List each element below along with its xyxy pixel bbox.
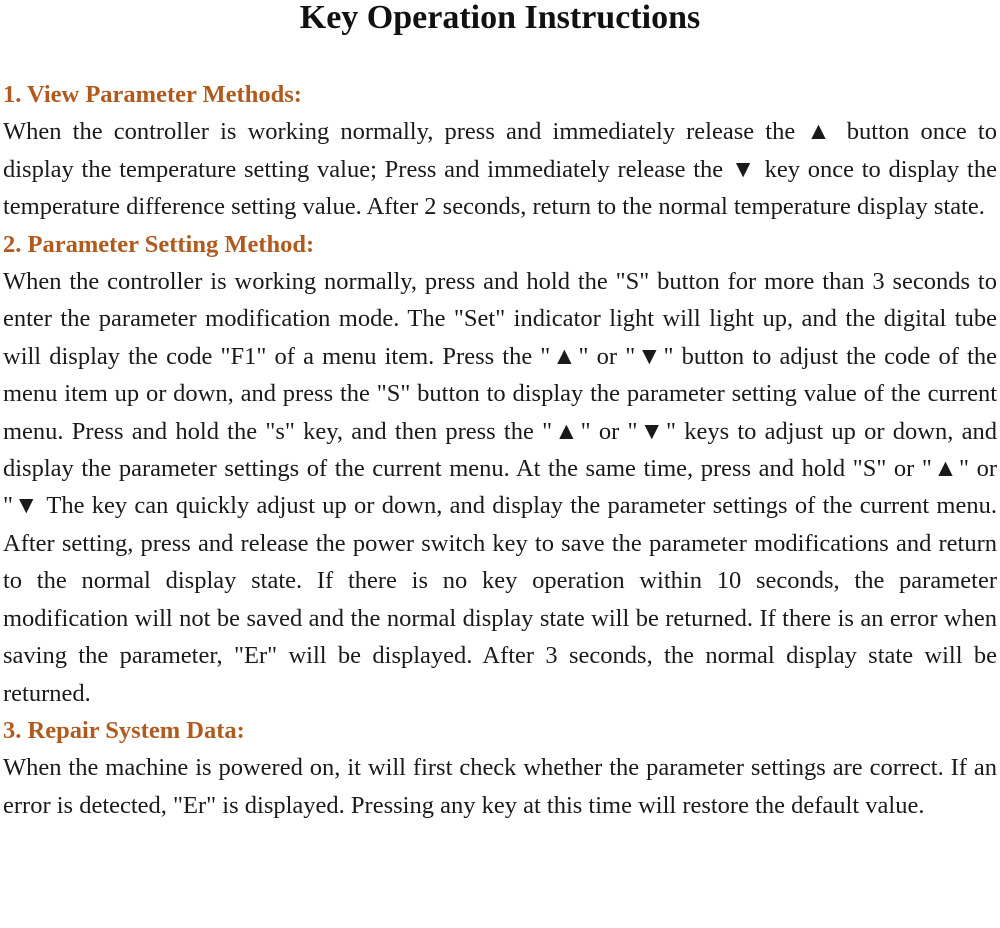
title-spacer (3, 40, 997, 76)
section-heading: 1. View Parameter Methods: (3, 81, 302, 108)
section-parameter-setting-method (3, 226, 997, 712)
section-heading: 2. Parameter Setting Method: (3, 230, 315, 258)
section-view-parameter-methods (3, 76, 997, 226)
section-body: When the controller is working normally, press and hold the "S" button for more than 3 seconds to enter the parameter modification mode. The "Set" indicator light will light up, and the digital tube will display the code "F1" of a menu item. Press the "▲" or "▼" button to adjust the code of the menu item up or down, and press the "S" button to display the parameter setting value of the current menu. Press and hold the "s" key, and then press the "▲" or "▼" keys to adjust up or down, and display the parameter settings of the current menu. At the same time, press and hold "S" or "▲" or "▼ The key can quickly adjust up or down, and display the parameter settings of the current menu. After setting, press and release the power switch key to save the parameter modifications and return to the normal display state. If there is no key operation within 10 seconds, the parameter modification will not be saved and the normal display state will be returned. If there is an error when saving the parameter, "Er" will be displayed. After 3 seconds, the normal display state will be returned. (3, 268, 997, 707)
section-body: When the controller is working normally, press and immediately release the ▲ button once to display the temperature setting value; Press and immediately release the ▼ key once to display the temperature difference setting value. After 2 seconds, return to the normal temperature display state. (3, 118, 997, 221)
section-heading: 3. Repair System Data: (3, 716, 245, 744)
section-repair-system-data (3, 712, 997, 824)
section-body: When the machine is powered on, it will first check whether the parameter settings are correct. If an error is detected, "Er" is displayed. Pressing any key at this time will restore the default value. (3, 754, 997, 819)
page-title: Key Operation Instructions (299, 0, 701, 36)
